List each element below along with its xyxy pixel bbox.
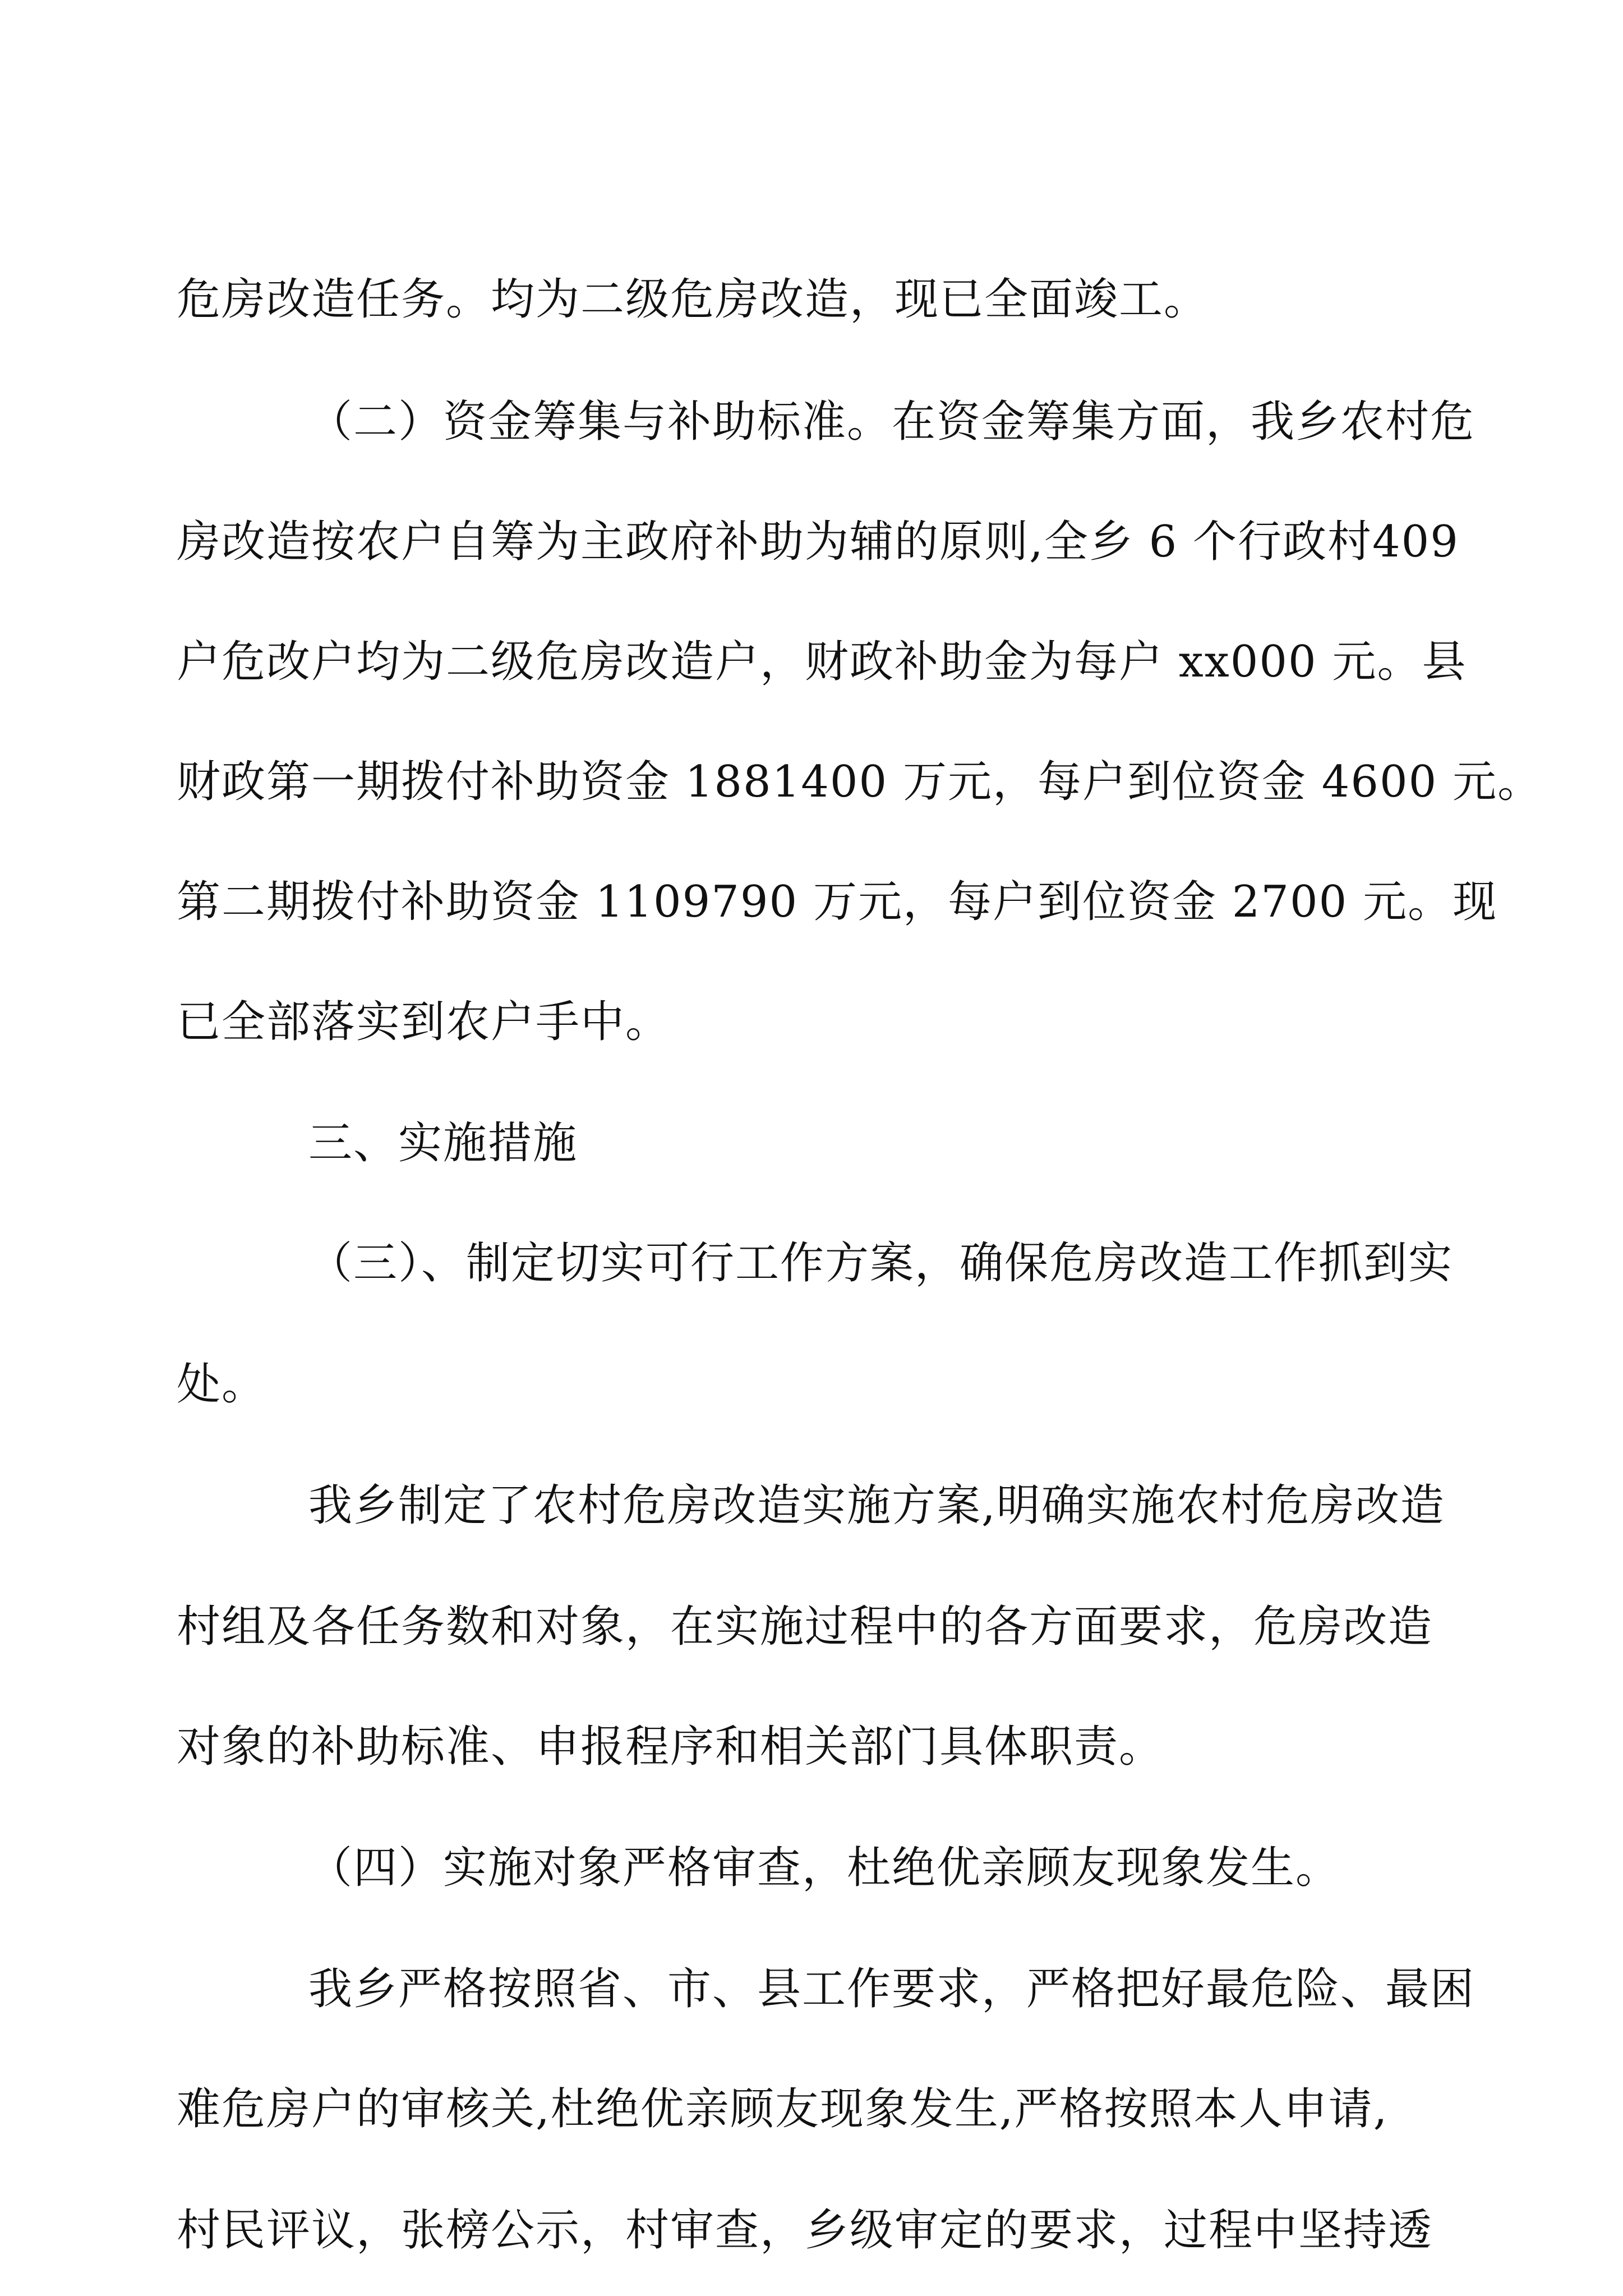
body-line-16: 难危房户的审核关,杜绝优亲顾友现象发生,严格按照本人申请, <box>177 2084 1389 2134</box>
subheading-4: （四）实施对象严格审查，杜绝优亲顾友现象发生。 <box>308 1843 1341 1893</box>
section-heading: 三、实施措施 <box>308 1118 578 1168</box>
body-line-7: 已全部落实到农户手中。 <box>177 997 671 1047</box>
body-line-13: 对象的补助标准、申报程序和相关部门具体职责。 <box>177 1722 1164 1772</box>
subheading-3-cont: 处。 <box>177 1359 267 1410</box>
body-line-4: 户危改户均为二级危房改造户，财政补助金为每户 xx000 元。县 <box>177 637 1467 687</box>
body-line-6: 第二期拨付补助资金 1109790 万元，每户到位资金 2700 元。现 <box>177 877 1498 927</box>
body-line-3: 房改造按农户自筹为主政府补助为辅的原则,全乡 6 个行政村409 <box>177 517 1459 567</box>
body-line-15: 我乡严格按照省、市、县工作要求，严格把好最危险、最困 <box>308 1964 1476 2014</box>
body-line-5: 财政第一期拨付补助资金 1881400 万元，每户到位资金 4600 元。 <box>177 757 1543 807</box>
body-line-11: 我乡制定了农村危房改造实施方案,明确实施农村危房改造 <box>308 1480 1445 1531</box>
body-line-12: 村组及各任务数和对象，在实施过程中的各方面要求，危房改造 <box>177 1602 1433 1652</box>
subheading-3: （三）、制定切实可行工作方案，确保危房改造工作抓到实 <box>308 1238 1454 1289</box>
body-line-2: （二）资金筹集与补助标准。在资金筹集方面，我乡农村危 <box>308 397 1476 447</box>
body-line-17: 村民评议，张榜公示，村审查，乡级审定的要求，过程中坚持透 <box>177 2205 1433 2256</box>
body-line-1: 危房改造任务。均为二级危房改造，现已全面竣工。 <box>177 274 1209 325</box>
